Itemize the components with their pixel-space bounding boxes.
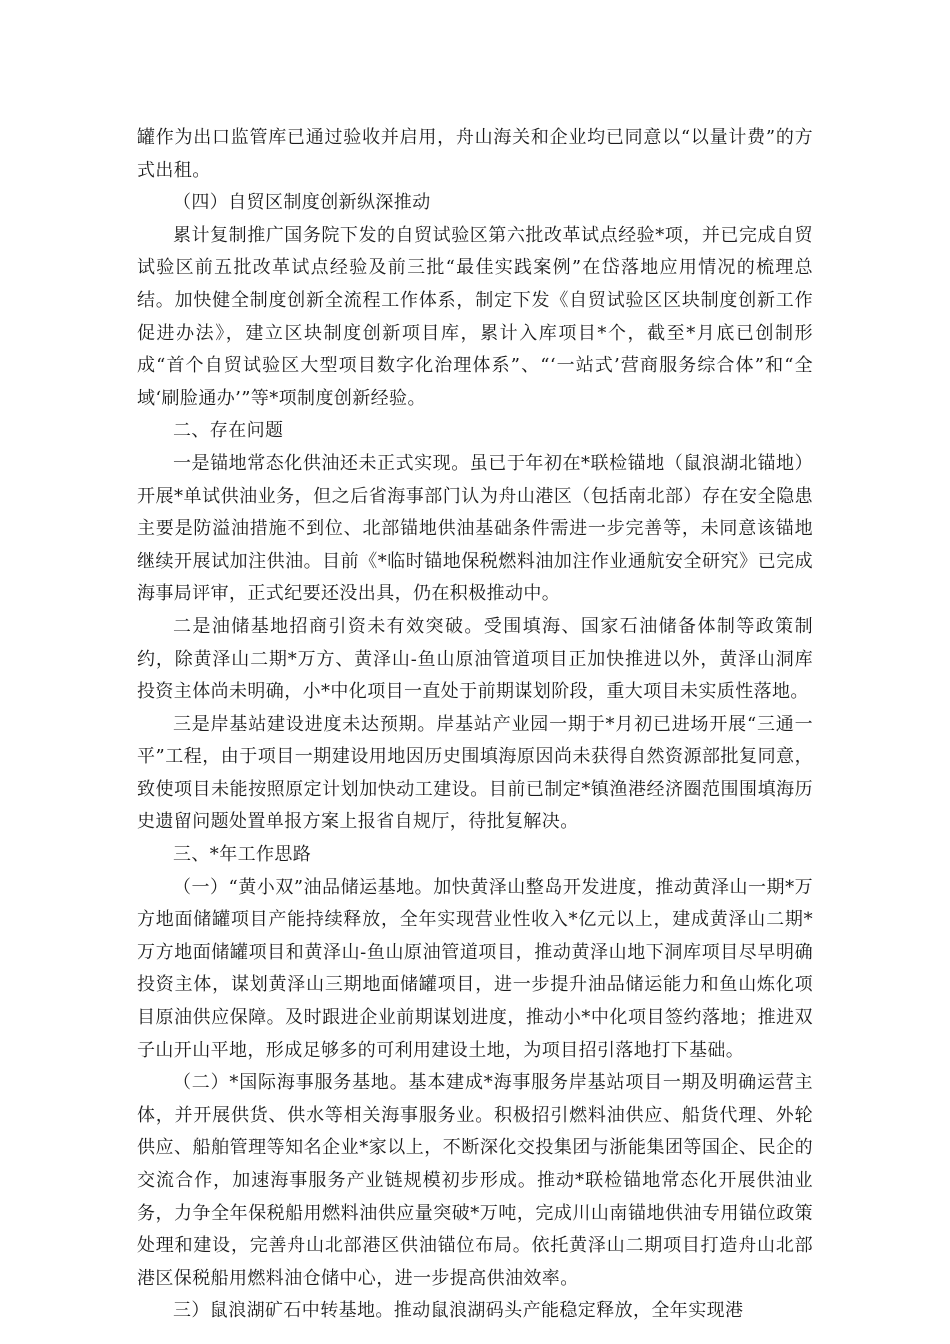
paragraph-body: （一）“黄小双”油品储运基地。加快黄泽山整岛开发进度，推动黄泽山一期*万方地面储罐项目产能持续释放，全年实现营业性收入*亿元以上，建成黄泽山二期*万方地面储罐项目和黄泽山-鱼山原油管道项目，推动黄泽山地下洞库项目尽早明确投资主体，谋划黄泽山三期地面储罐项目，进一步提升油品储运能力和鱼山炼化项目原油供应保障。及时跟进企业前期谋划进度，推动小*中化项目签约落地；推进双子山开山平地，形成足够多的可利用建设土地，为项目招引落地打下基础。 xyxy=(137,876,813,1061)
paragraph-body: 三是岸基站建设进度未达预期。岸基站产业园一期于*月初已进场开展“三通一平”工程，由于项目一期建设用地因历史围填海原因尚未获得自然资源部批复同意，致使项目未能按照原定计划加快动工建设。目前已制定*镇渔港经济圈范围围填海历史遗留问题处置单报方案上报省自规厅，待批复解决。 xyxy=(137,713,813,833)
paragraph-body: （二）*国际海事服务基地。基本建成*海事服务岸基站项目一期及明确运营主体，并开展供货、供水等相关海事服务业。积极招引燃料油供应、船货代理、外轮供应、船舶管理等知名企业*家以上，不断深化交投集团与浙能集团等国企、民企的交流合作，加速海事服务产业链规模初步形成。推动*联检锚地常态化开展供油业务，力争全年保税船用燃料油供应量突破*万吨，完成川山南锚地供油专用锚位政策处理和建设，完善舟山北部港区供油锚位布局。依托黄泽山二期项目打造舟山北部港区保税船用燃料油仓储中心，进一步提高供油效率。 xyxy=(137,1072,813,1289)
paragraph-body: 累计复制推广国务院下发的自贸试验区第六批改革试点经验*项，并已完成自贸试验区前五批改革试点经验及前三批“最佳实践案例”在岱落地应用情况的梳理总结。加快健全制度创新全流程工作体系，制定下发《自贸试验区区块制度创新工作促进办法》，建立区块制度创新项目库，累计入库项目*个，截至*月底已创制形成“首个自贸试验区大型项目数字化治理体系”、“‘一站式’营商服务综合体”和“全域‘刷脸通办’”等*项制度创新经验。 xyxy=(137,224,813,409)
document-body xyxy=(137,122,813,1328)
paragraph-body: 三）鼠浪湖矿石中转基地。推动鼠浪湖码头产能稳定释放，全年实现港 xyxy=(173,1300,744,1322)
paragraph-body: 一是锚地常态化供油还未正式实现。虽已于年初在*联检锚地（鼠浪湖北锚地）开展*单试供油业务，但之后省海事部门认为舟山港区（包括南北部）存在安全隐患主要是防溢油措施不到位、北部锚地供油基础条件需进一步完善等，未同意该锚地继续开展试加注供油。目前《*临时锚地保税燃料油加注作业通航安全研究》已完成海事局评审，正式纪要还没出具，仍在积极推动中。 xyxy=(137,452,813,605)
section-heading-work-plan: 三、*年工作思路 xyxy=(173,844,312,866)
paragraph-body: 二是油储基地招商引资未有效突破。受围填海、国家石油储备体制等政策制约，除黄泽山二期*万方、黄泽山-鱼山原油管道项目正加快推进以外，黄泽山洞库投资主体尚未明确，小*中化项目一直处于前期谋划阶段，重大项目未实质性落地。 xyxy=(137,615,813,703)
subheading-free-trade-zone: （四）自贸区制度创新纵深推动 xyxy=(173,192,431,214)
section-heading-problems: 二、存在问题 xyxy=(173,420,284,442)
paragraph-continued: 罐作为出口监管库已通过验收并启用，舟山海关和企业均已同意以“以量计费”的方式出租。 xyxy=(137,127,813,181)
